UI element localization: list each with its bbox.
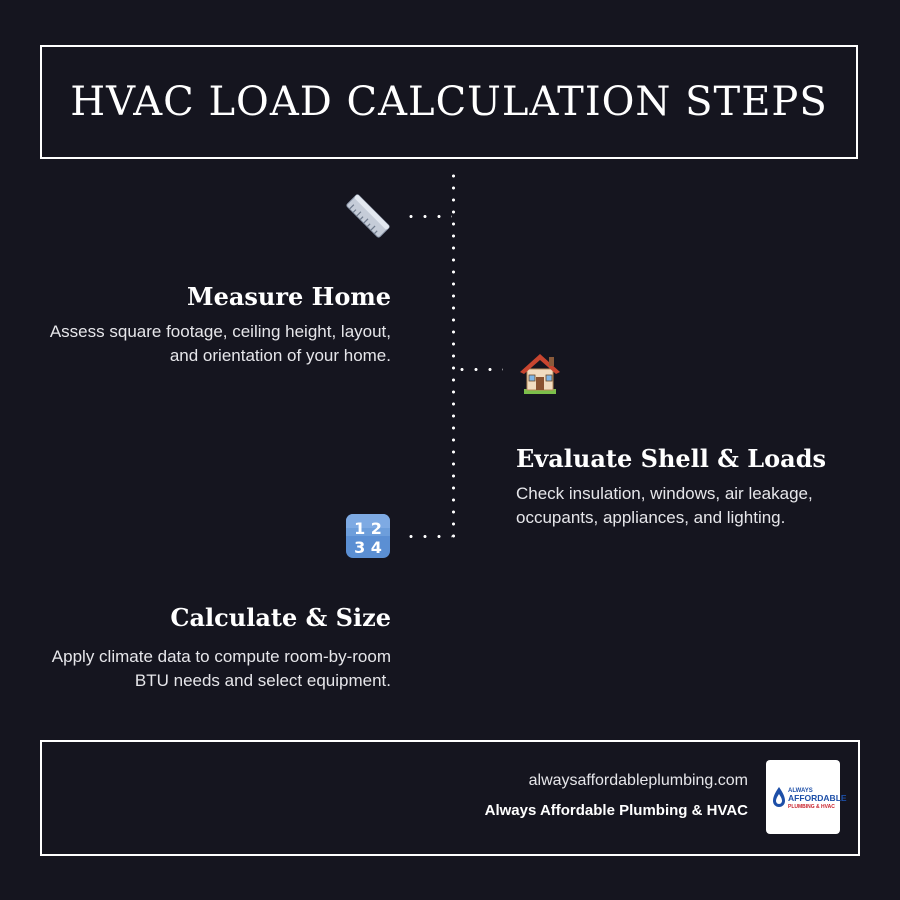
ruler-icon [344, 192, 392, 240]
company-logo [766, 760, 847, 834]
logo-text-line3: PLUMBING & HVAC [788, 804, 835, 810]
step-1-title: Measure Home [187, 282, 391, 311]
page-title: HVAC LOAD CALCULATION STEPS [70, 79, 828, 125]
title-frame [40, 45, 858, 159]
svg-text:1 2: 1 2 [354, 519, 382, 538]
logo-text-line2: AFFORDABLE [788, 793, 847, 803]
step-1-connector [404, 215, 452, 218]
logo-mark [771, 784, 847, 810]
footer-website-link[interactable]: alwaysaffordableplumbing.com [528, 772, 748, 789]
step-3-connector [404, 535, 452, 538]
step-3-title: Calculate & Size [170, 603, 391, 632]
footer-company-name: Always Affordable Plumbing & HVAC [484, 802, 748, 819]
numbers-1234-icon [344, 512, 392, 560]
step-1-description: Assess square footage, ceiling height, layout, and orientation of your home. [49, 322, 391, 365]
svg-text:3 4: 3 4 [354, 538, 382, 557]
house-icon [516, 349, 564, 397]
step-3-description: Apply climate data to compute room-by-room BTU needs and select equipment. [51, 647, 391, 690]
logo-text-line1: ALWAYS [788, 788, 813, 794]
footer-frame [40, 740, 860, 856]
step-2-connector [455, 368, 503, 371]
timeline-line [452, 170, 455, 540]
step-2-title: Evaluate Shell & Loads [516, 444, 827, 473]
step-2-description: Check insulation, windows, air leakage, occupants, appliances, and lighting. [516, 484, 813, 527]
